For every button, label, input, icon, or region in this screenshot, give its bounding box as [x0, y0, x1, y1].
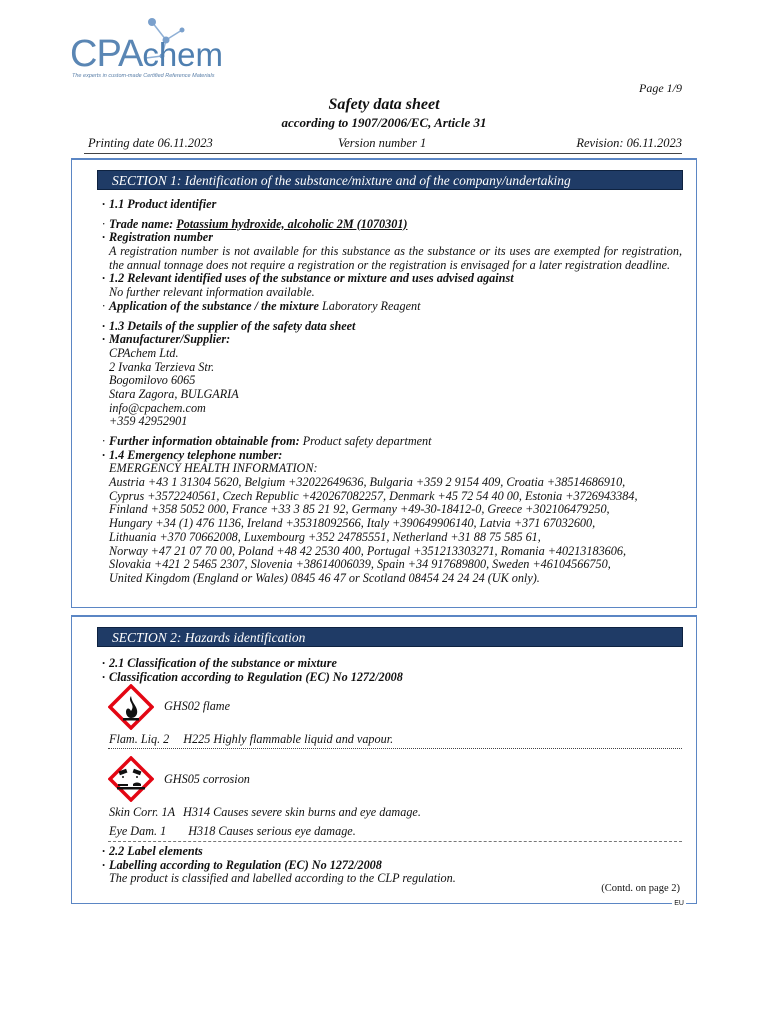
flam-class: Flam. Liq. 2 [109, 732, 170, 746]
label-elements-label: · 2.2 Label elements [102, 844, 203, 858]
emergency-line: Cyprus +3572240561, Czech Republic +420267082257, Denmark +45 72 54 40 00, Estonia +3726943384, [109, 488, 638, 503]
address-line: Stara Zagora, BULGARIA [109, 386, 239, 401]
registration-number-label: · Registration number [102, 230, 213, 245]
application-line: · Application of the substance / the mixture Laboratory Reagent [102, 298, 421, 313]
printing-date: Printing date 06.11.2023 [88, 136, 213, 150]
page-number: Page 1/9 [639, 81, 682, 95]
ghs02-label: GHS02 flame [164, 699, 231, 713]
dotted-divider [108, 748, 682, 749]
address-line: Bogomilovo 6065 [109, 373, 196, 388]
emergency-line: Austria +43 1 31304 5620, Belgium +32022649636, Bulgaria +359 2 9154 409, Croatia +38514686910, [109, 475, 626, 490]
emergency-line: United Kingdom (England or Wales) 0845 46 47 or Scotland 08454 24 24 24 (UK only). [109, 570, 540, 585]
section-1 [71, 158, 697, 608]
emergency-label: · 1.4 Emergency telephone number: [102, 447, 283, 462]
supplier-label: · 1.3 Details of the supplier of the safety data sheet [102, 318, 356, 333]
further-info-line: · Further information obtainable from: Product safety department [102, 434, 432, 449]
section-2 [71, 615, 697, 907]
document-subtitle: according to 1907/2006/EC, Article 31 [281, 115, 487, 130]
emergency-line: Lithuania +370 70662008, Luxembourg +352 24785551, Netherland +31 88 75 585 61, [109, 529, 541, 544]
emergency-line: Hungary +34 (1) 476 1136, Ireland +35318092566, Italy +390649906140, Latvia +371 67032600, [109, 516, 596, 531]
section-1-body [102, 198, 682, 586]
uses-text: No further relevant information available. [109, 285, 315, 300]
logo-wordmark: CPAchem [70, 33, 224, 75]
email-text: info@cpachem.com [109, 400, 206, 415]
document-meta [88, 136, 682, 152]
logo-tagline: The experts in custom-made Certified Reference Materials [72, 73, 215, 79]
version-number: Version number 1 [338, 136, 427, 150]
uses-label: · 1.2 Relevant identified uses of the substance or mixture and uses advised against [102, 271, 514, 286]
product-identifier-label: · 1.1 Product identifier [102, 197, 217, 211]
header-rule [84, 153, 682, 154]
address-line: 2 Ivanka Terzieva Str. [109, 359, 215, 374]
phone-text: +359 42952901 [109, 414, 188, 429]
label-elements-block [102, 845, 682, 886]
labelling-text: The product is classified and labelled according to the CLP regulation. [109, 871, 456, 886]
emergency-line: Slovakia +421 2 5465 2307, Slovenia +38614006039, Spain +34 917689800, Sweden +46104566750, [109, 557, 611, 572]
flam-line [102, 733, 682, 747]
emergency-line: EMERGENCY HEALTH INFORMATION: [109, 461, 318, 476]
eye-text: H318 Causes serious eye damage. [188, 824, 356, 838]
section-2-heading: SECTION 2: Hazards identification [97, 627, 683, 647]
revision-date: Revision: 06.11.2023 [576, 136, 682, 150]
corrosion-lines [102, 806, 682, 839]
manufacturer-label: · Manufacturer/Supplier: [102, 332, 231, 347]
continued-note: (Contd. on page 2) [601, 883, 680, 894]
eu-marker: EU [674, 900, 684, 907]
skin-text: H314 Causes severe skin burns and eye damage. [183, 805, 421, 819]
classification-block [102, 657, 682, 684]
company-logo [70, 16, 250, 86]
registration-text: A registration number is not available for this substance as the substance or its uses are exempted for registration, the annual tonnage does not require a registration or the registration is envisaged for a later registration deadline. [109, 244, 682, 272]
labelling-label: · Labelling according to Regulation (EC) No 1272/2008 [102, 857, 382, 872]
classification-label: · 2.1 Classification of the substance or mixture [102, 656, 337, 670]
regulation-label: · Classification according to Regulation (EC) No 1272/2008 [102, 669, 403, 684]
ghs05-label: GHS05 corrosion [164, 772, 250, 786]
dashed-divider [108, 841, 682, 842]
flam-text: H225 Highly flammable liquid and vapour. [183, 732, 394, 746]
ghs02-flame-icon [108, 684, 154, 730]
skin-class: Skin Corr. 1A [109, 805, 176, 819]
emergency-line: Finland +358 5052 000, France +33 3 85 21 92, Germany +49-30-18412-0, Greece +302106479250, [109, 502, 610, 517]
ghs05-corrosion-icon [108, 756, 154, 802]
address-line: CPAchem Ltd. [109, 345, 179, 360]
section-1-heading: SECTION 1: Identification of the substance/mixture and of the company/undertaking [97, 170, 683, 190]
document-title: Safety data sheet [328, 96, 440, 113]
emergency-line: Norway +47 21 07 70 00, Poland +48 42 2530 400, Portugal +351213303271, Romania +40213183606, [109, 543, 627, 558]
trade-name-value: Potassium hydroxide, alcoholic 2M (1070301) [176, 216, 408, 231]
eye-class: Eye Dam. 1 [109, 824, 167, 838]
trade-name-line: · Trade name: Potassium hydroxide, alcoholic 2M (1070301) [102, 216, 408, 231]
